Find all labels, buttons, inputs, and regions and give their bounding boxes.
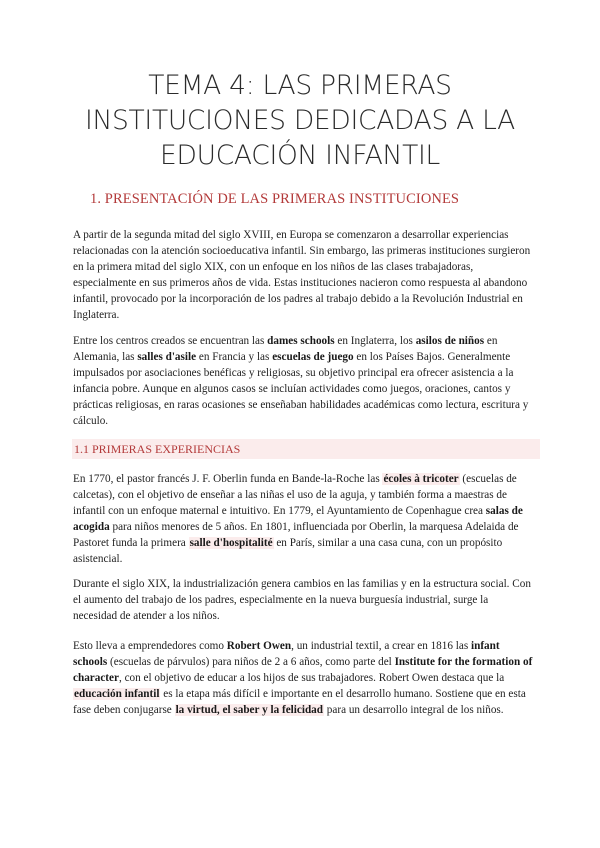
highlighted-term: la virtud, el saber y la felicidad	[175, 704, 323, 716]
page-title	[40, 68, 560, 173]
text-span: En 1770, el pastor francés J. F. Oberlin funda en Bande-la-Roche las	[73, 473, 383, 485]
highlighted-term: écoles à tricoter	[383, 473, 459, 485]
highlighted-term: educación infantil	[74, 688, 160, 700]
bold-term: salas de acogida	[73, 505, 523, 533]
paragraph-robert-owen	[73, 638, 535, 718]
section-1-1-heading: 1.1 PRIMERAS EXPERIENCIAS	[72, 439, 540, 459]
text-span: en Francia y las	[196, 351, 273, 363]
paragraph-industrialization: Durante el siglo XIX, la industrialización genera cambios en las familias y en la estructura social. Con el aumento del trabajo de los padres, especialmente en la nueva burguesía industrial, surge la necesidad de atender a los niños.	[73, 578, 531, 622]
highlighted-term: salle d'hospitalité	[189, 537, 273, 549]
text-span: Entre los centros creados se encuentran las	[73, 335, 268, 347]
paragraph-first-experiences	[73, 471, 535, 567]
paragraph-centers	[73, 333, 535, 429]
text-span: (escuelas de párvulos) para niños de 2 a 6 años, como parte del	[107, 656, 395, 668]
bold-term: dames schools	[267, 335, 335, 347]
bold-term: Robert Owen	[226, 640, 292, 652]
bold-term: infant schools	[73, 640, 500, 668]
text-span: Esto lleva a emprendedores como	[73, 640, 227, 652]
text-span: (escuelas de calcetas), con el objetivo de enseñar a las niñas el uso de la aguja, y también forma a maestras de infantil con un enfoque maternal e intuitivo. En 1779, el Ayuntamiento de Copenhague crea	[73, 473, 517, 517]
text-span: para un desarrollo integral de los niños.	[323, 704, 504, 716]
title-line-3: EDUCACIÓN INFANTIL	[160, 140, 440, 171]
bold-term: Institute for the formation of character	[73, 656, 533, 684]
bold-term: salles d'asile	[137, 351, 197, 363]
text-span: en Alemania, las	[73, 335, 498, 363]
title-line-2: INSTITUCIONES DEDICADAS A LA	[84, 105, 515, 136]
text-span: es la etapa más difícil e importante en el desarrollo humano. Sostiene que en esta fase deben conjugarse	[73, 688, 526, 716]
text-span: en los Países Bajos. Generalmente impulsados por asociaciones benéficas y religiosas, su objetivo principal era ofrecer asistencia a la infancia pobre. Aunque en algunos casos se incluían actividades como juegos, oraciones, cantos y prácticas religiosas, en raras ocasiones se enseñaban habilidades académicas como lectura, escritura y cálculo.	[73, 351, 529, 427]
bold-term: asilos de niños	[415, 335, 485, 347]
text-span: , con el objetivo de educar a los hijos de sus trabajadores. Robert Owen destaca que la	[118, 672, 505, 684]
bold-term: escuelas de juego	[272, 351, 354, 363]
title-line-1: TEMA 4: LAS PRIMERAS	[148, 70, 452, 101]
text-span: , un industrial textil, a crear en 1816 las	[291, 640, 471, 652]
text-span: en Inglaterra, los	[334, 335, 416, 347]
text-span: en París, similar a una casa cuna, con un propósito asistencial.	[73, 537, 503, 565]
text-span: para niños menores de 5 años. En 1801, influenciada por Oberlin, la marquesa Adelaida de Pastoret funda la primera	[73, 521, 519, 549]
section-1-heading: 1. PRESENTACIÓN DE LAS PRIMERAS INSTITUCIONES	[90, 191, 460, 207]
paragraph-intro: A partir de la segunda mitad del siglo XVIII, en Europa se comenzaron a desarrollar experiencias relacionadas con la atención socioeducativa infantil. Sin embargo, las primeras instituciones surgieron en la primera mitad del siglo XIX, con un enfoque en los niños de las clases trabajadoras, especialmente en sus primeros años de vida. Estas instituciones nacieron como respuesta al abandono infantil, provocado por la incorporación de los padres al trabajo debido a la Revolución Industrial en Inglaterra.	[73, 229, 531, 321]
